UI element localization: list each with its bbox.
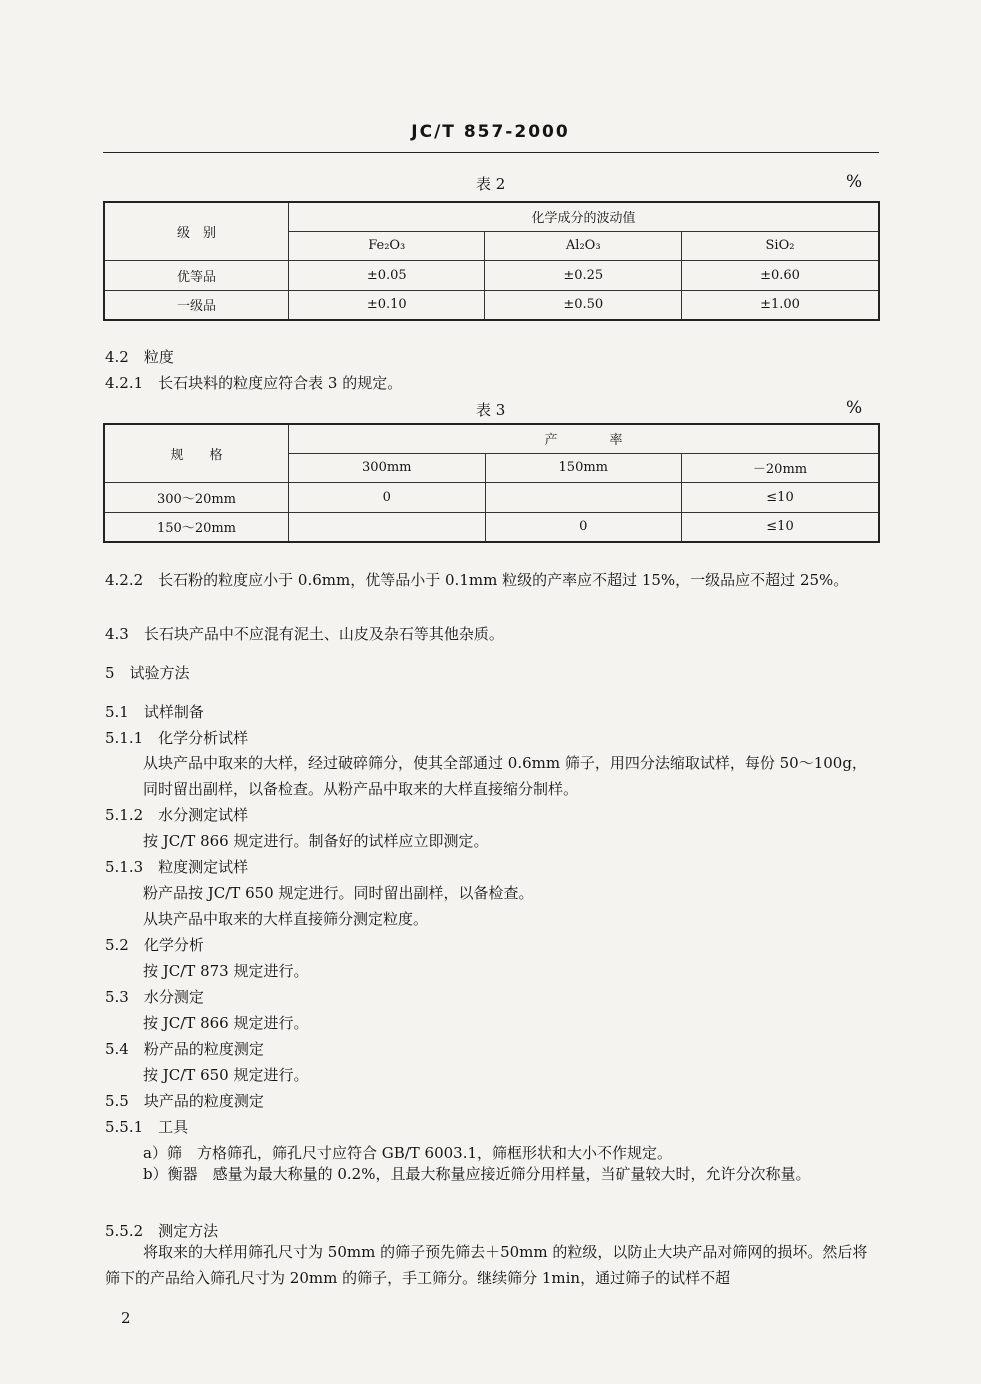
table3-cell: 0: [289, 482, 486, 512]
table2-col-header: Fe₂O₃: [288, 231, 485, 260]
table2-grade-header: 级 别: [104, 202, 288, 260]
section-5-1-2-text: 按 JC/T 866 规定进行。制备好的试样应立即测定。: [143, 832, 489, 850]
table2-group-header: 化学成分的波动值: [288, 202, 879, 231]
section-5-1: 5.1 试样制备: [105, 703, 204, 721]
table3-caption: 表 3: [476, 401, 506, 419]
section-5-2-text: 按 JC/T 873 规定进行。: [143, 962, 309, 980]
section-5-heading: 5 试验方法: [105, 664, 190, 682]
section-4-2-2: 4.2.2 长石粉的粒度应小于 0.6mm，优等品小于 0.1mm 粒级的产率应不超过 15%，一级品应不超过 25%。: [105, 571, 849, 589]
table3-unit: %: [846, 398, 863, 418]
section-5-5: 5.5 块产品的粒度测定: [105, 1092, 264, 1110]
section-4-2: 4.2 粒度: [105, 348, 174, 366]
table3-cell: 0: [485, 512, 682, 542]
table-row: [104, 260, 879, 290]
table2-cell: ±0.60: [681, 260, 879, 290]
section-5-1-3: 5.1.3 粒度测定试样: [105, 858, 249, 876]
table-row: [104, 290, 879, 320]
page-header: JC/T 857-2000: [411, 122, 570, 142]
section-5-2: 5.2 化学分析: [105, 936, 204, 954]
table2-grade: 优等品: [104, 260, 288, 290]
section-4-3: 4.3 长石块产品中不应混有泥土、山皮及杂石等其他杂质。: [105, 625, 504, 643]
table3-cell: [485, 482, 682, 512]
table3-col-header: 300mm: [289, 453, 486, 482]
table3-spec: 300～20mm: [104, 482, 289, 512]
section-5-5-1: 5.5.1 工具: [105, 1118, 189, 1136]
table3-spec-header: 规 格: [104, 424, 289, 482]
section-5-1-2: 5.1.2 水分测定试样: [105, 806, 249, 824]
table3-col-header: －20mm: [682, 453, 879, 482]
table2: [103, 201, 880, 321]
table3-cell: ≤10: [682, 482, 879, 512]
table3: [103, 423, 880, 543]
table2-cell: ±1.00: [681, 290, 879, 320]
section-5-4: 5.4 粉产品的粒度测定: [105, 1040, 264, 1058]
table2-col-header: SiO₂: [681, 231, 879, 260]
section-5-4-text: 按 JC/T 650 规定进行。: [143, 1066, 309, 1084]
table2-col-header: Al₂O₃: [485, 231, 682, 260]
table-row: [104, 512, 879, 542]
table2-unit: %: [846, 172, 863, 192]
table2-caption: 表 2: [476, 175, 506, 193]
table3-cell: [289, 512, 486, 542]
header-rule: [103, 152, 879, 153]
table3-cell: ≤10: [682, 512, 879, 542]
page-number: 2: [121, 1309, 131, 1327]
table2-cell: ±0.25: [485, 260, 682, 290]
table2-cell: ±0.05: [288, 260, 485, 290]
section-5-5-1-b: b）衡器 感量为最大称量的 0.2%，且最大称量应接近筛分用样量，当矿量较大时，允许分次称量。: [143, 1165, 811, 1183]
table3-col-header: 150mm: [485, 453, 682, 482]
table2-cell: ±0.10: [288, 290, 485, 320]
section-5-1-3-text: 粉产品按 JC/T 650 规定进行。同时留出副样，以备检查。: [143, 884, 534, 902]
table2-grade: 一级品: [104, 290, 288, 320]
section-4-2-1: 4.2.1 长石块料的粒度应符合表 3 的规定。: [105, 374, 403, 392]
section-5-5-1-a: a）筛 方格筛孔，筛孔尺寸应符合 GB/T 6003.1，筛框形状和大小不作规定。: [143, 1144, 673, 1162]
section-5-1-1: 5.1.1 化学分析试样: [105, 729, 249, 747]
table3-group-header: 产 率: [289, 424, 879, 453]
section-5-3-text: 按 JC/T 866 规定进行。: [143, 1014, 309, 1032]
section-5-3: 5.3 水分测定: [105, 988, 204, 1006]
table3-spec: 150～20mm: [104, 512, 289, 542]
section-5-1-3-text: 从块产品中取来的大样直接筛分测定粒度。: [143, 910, 429, 928]
section-5-1-1-text: 从块产品中取来的大样，经过破碎筛分，使其全部通过 0.6mm 筛子，用四分法缩取试样，每份 50～100g，同时留出副样，以备检查。从粉产品中取来的大样直接缩分制样。: [143, 754, 867, 798]
table-row: [104, 482, 879, 512]
section-5-5-2-text: 将取来的大样用筛孔尺寸为 50mm 的筛子预先筛去＋50mm 的粒级，以防止大块产品对筛网的损坏。然后将筛下的产品给入筛孔尺寸为 20mm 的筛子，手工筛分。继续筛分 1min，通过筛子的试样不超: [105, 1243, 868, 1287]
table2-cell: ±0.50: [485, 290, 682, 320]
section-5-5-2: 5.5.2 测定方法: [105, 1222, 219, 1240]
